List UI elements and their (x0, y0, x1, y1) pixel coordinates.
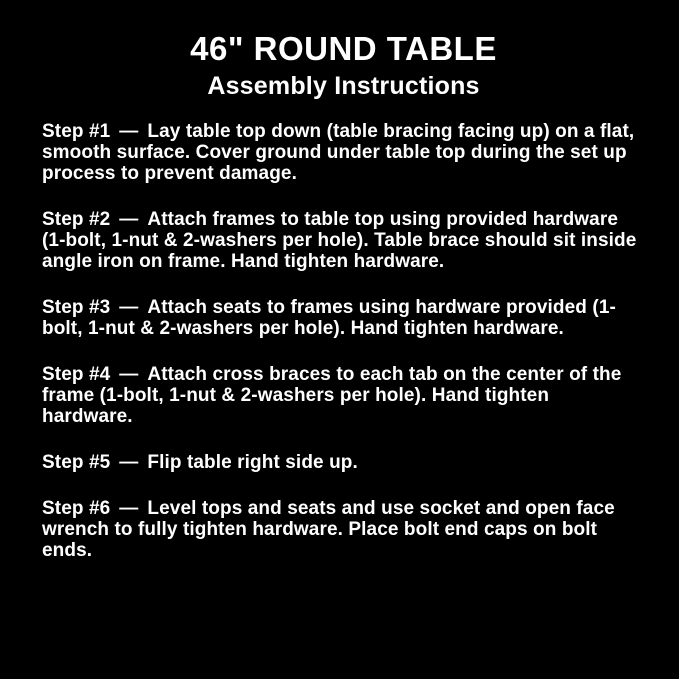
step-2-label: Step #2 (42, 208, 111, 230)
step-1-dash: — (119, 120, 139, 142)
page-subtitle: Assembly Instructions (207, 71, 480, 100)
step-4-label: Step #4 (42, 363, 111, 385)
step-6-dash: — (119, 497, 139, 519)
page-title: 46" ROUND TABLE (190, 30, 497, 67)
step-3-text: Attach seats to frames using hardware provided (1-bolt, 1-nut & 2-washers per hole). Hand tighten hardware. (42, 296, 616, 339)
step-6-text: Level tops and seats and use socket and open face wrench to fully tighten hardware. Place bolt end caps on bolt ends. (42, 497, 615, 561)
card-header (42, 30, 645, 101)
step-4-text: Attach cross braces to each tab on the center of the frame (1-bolt, 1-nut & 2-washers per hole). Hand tighten hardware. (42, 363, 622, 427)
step-2-dash: — (119, 208, 139, 230)
step-4 (42, 364, 645, 427)
step-1-label: Step #1 (42, 120, 111, 142)
step-2 (42, 209, 645, 272)
assembly-steps-list (42, 121, 645, 561)
step-4-dash: — (119, 363, 139, 385)
step-5-dash: — (119, 451, 139, 473)
step-6 (42, 498, 645, 561)
step-3-dash: — (119, 296, 139, 318)
step-5-label: Step #5 (42, 451, 111, 473)
step-6-label: Step #6 (42, 497, 111, 519)
step-1-text: Lay table top down (table bracing facing up) on a flat, smooth surface. Cover ground under table top during the set up process to prevent damage. (42, 120, 635, 184)
step-3-label: Step #3 (42, 296, 111, 318)
step-2-text: Attach frames to table top using provided hardware (1-bolt, 1-nut & 2-washers per hole). Table brace should sit inside angle iron on frame. Hand tighten hardware. (42, 208, 637, 272)
step-5 (42, 452, 645, 473)
step-3 (42, 297, 645, 339)
step-5-text: Flip table right side up. (147, 451, 358, 473)
step-1 (42, 121, 645, 184)
